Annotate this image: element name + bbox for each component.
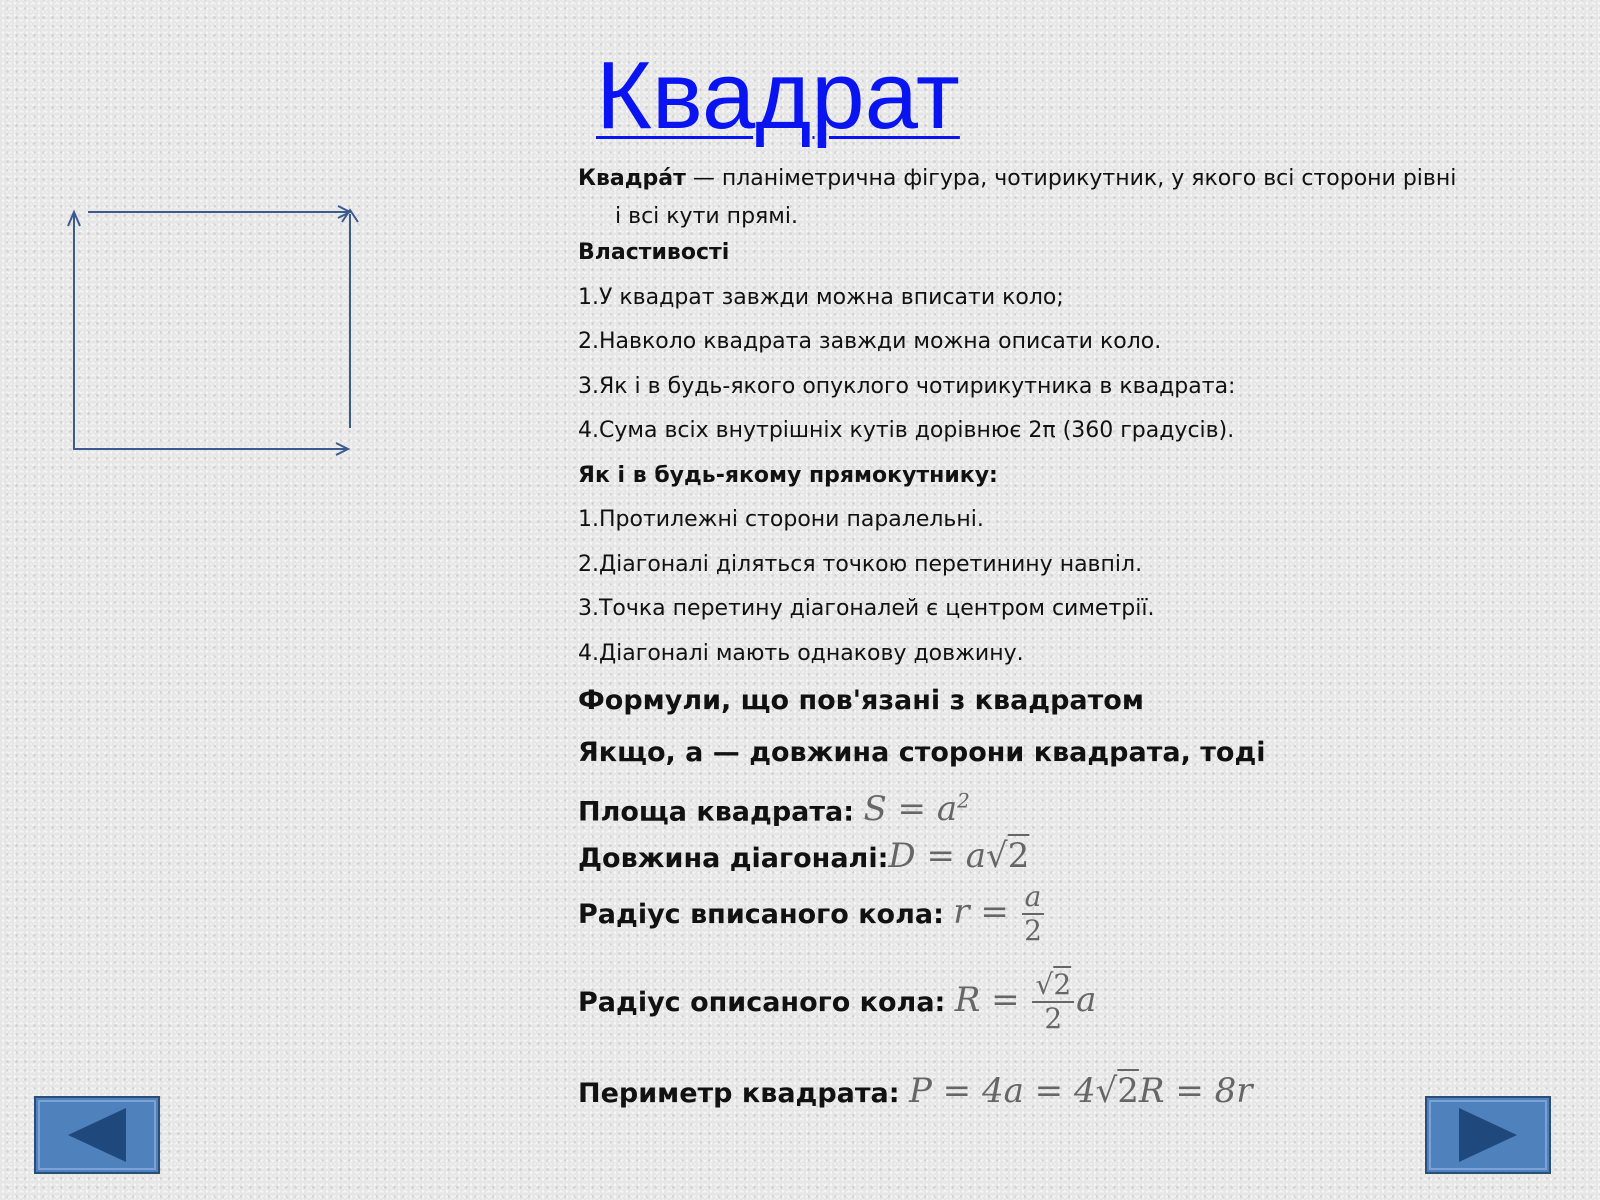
next-slide-button[interactable] bbox=[1425, 1096, 1551, 1174]
area-label: Площа квадрата: bbox=[578, 796, 855, 828]
diagonal-formula bbox=[578, 838, 1578, 877]
previous-slide-button[interactable] bbox=[34, 1096, 160, 1174]
slide-content bbox=[578, 160, 1578, 1112]
circumradius-label: Радіус описаного кола: bbox=[578, 987, 946, 1019]
property-item: 2.Навколо квадрата завжди можна описати коло. bbox=[578, 329, 1162, 354]
rectangle-properties-heading: Як і в будь-якому прямокутнику: bbox=[578, 462, 998, 488]
property-item: 3.Як і в будь-якого опуклого чотирикутника в квадрата: bbox=[578, 373, 1236, 399]
perimeter-label: Периметр квадрата: bbox=[578, 1078, 900, 1110]
rectangle-property-item: 2.Діагоналі діляться точкою перетинину навпіл. bbox=[578, 551, 1143, 577]
perimeter-expression: P = 4a = 4√2R = 8r bbox=[908, 1071, 1253, 1112]
properties-heading: Властивості bbox=[578, 240, 730, 265]
rectangle-property-item: 4.Діагоналі мають однакову довжину. bbox=[578, 640, 1024, 666]
circumradius-formula bbox=[578, 968, 1578, 1036]
definition bbox=[578, 160, 1578, 236]
formulas-condition: Якщо, a — довжина сторони квадрата, тоді bbox=[578, 737, 1266, 768]
formulas-heading: Формули, що пов'язані з квадратом bbox=[578, 685, 1144, 716]
definition-term: Квадра́т bbox=[578, 166, 686, 191]
inradius-expression: r = $\frac{a}{2}$ bbox=[953, 892, 1046, 932]
definition-text-cont: і всі кути прямі. bbox=[615, 204, 798, 229]
inradius-formula bbox=[578, 880, 1578, 948]
area-expression: $S = a^2$ bbox=[863, 789, 970, 830]
property-item: 1.У квадрат завжди можна вписати коло; bbox=[578, 284, 1064, 310]
rectangle-property-item: 3.Точка перетину діагоналей є центром симетрії. bbox=[578, 596, 1155, 621]
diagonal-label: Довжина діагоналі: bbox=[578, 843, 889, 875]
property-item: 4.Сума всіх внутрішніх кутів дорівнює 2π (360 градусів). bbox=[578, 418, 1235, 443]
rectangle-property-item: 1.Протилежні сторони паралельні. bbox=[578, 507, 984, 532]
square-figure bbox=[60, 200, 360, 460]
definition-text: — планіметрична фігура, чотирикутник, у якого всі сторони рівні bbox=[685, 166, 1457, 191]
circumradius-expression: R = $\frac{√2}{2}$ a bbox=[954, 968, 1097, 1036]
area-formula bbox=[578, 783, 1578, 830]
slide-title[interactable]: Квадрат bbox=[596, 42, 960, 149]
diagonal-expression: D = a√2 bbox=[888, 836, 1030, 877]
inradius-label: Радіус вписаного кола: bbox=[578, 899, 944, 931]
